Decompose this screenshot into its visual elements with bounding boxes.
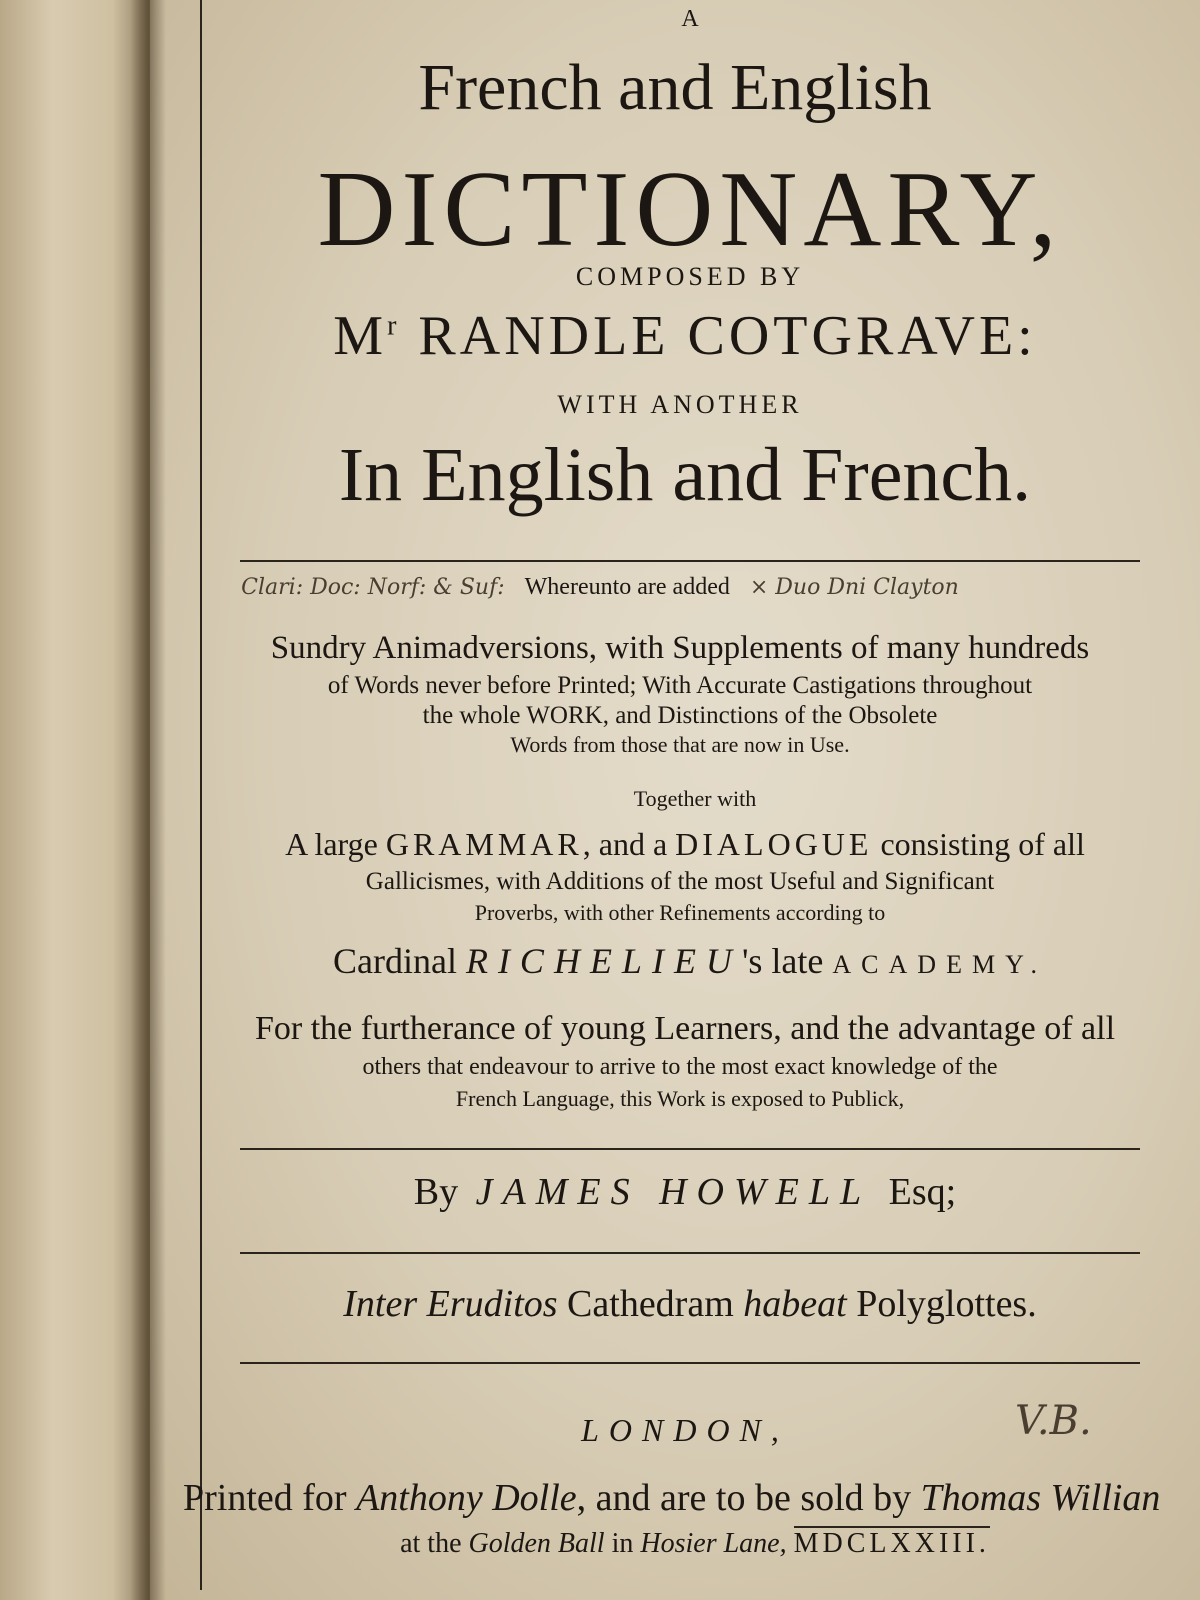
para3-line2: others that endeavour to arrive to the most exact knowledge of the xyxy=(362,1054,998,1080)
imprint-printed-for: Printed for Anthony Dolle, and are to be sold by Thomas Willian xyxy=(183,1477,1161,1519)
imprint-date: MDCLXXIII. xyxy=(793,1528,990,1559)
divider-4 xyxy=(240,1362,1140,1364)
cardinal-richelieu-line: Cardinal RICHELIEU's late ACADEMY. xyxy=(332,941,1048,981)
with-another: WITH ANOTHER xyxy=(557,390,803,419)
divider-3 xyxy=(240,1252,1140,1254)
para1-line3: the whole WORK, and Distinctions of the Obsolete xyxy=(422,702,938,729)
title-article: A xyxy=(681,6,699,32)
para2-line1: A large GRAMMAR, and a DIALOGUE consisting of all xyxy=(285,826,1085,862)
title-dictionary: DICTIONARY, xyxy=(317,150,1063,269)
imprint-address: at the Golden Ball in Hosier Lane, MDCLXXIII. xyxy=(400,1528,990,1559)
para2-line3: Proverbs, with other Refinements according to xyxy=(474,900,886,925)
para1-line1: Sundry Animadversions, with Supplements of many hundreds xyxy=(270,630,1090,666)
para1-line4: Words from those that are now in Use. xyxy=(510,732,850,757)
divider-1 xyxy=(240,560,1140,562)
together-with: Together with xyxy=(633,786,757,811)
latin-motto: Inter Eruditos Cathedram habeat Polyglottes. xyxy=(343,1283,1037,1325)
para3-line1: For the furtherance of young Learners, and the advantage of all xyxy=(254,1010,1116,1047)
whereunto-line: Clari: Doc: Norf: & Suf: Whereunto are added × Duo Dni Clayton xyxy=(241,574,959,600)
by-james-howell: By JAMES HOWELL Esq; xyxy=(413,1171,957,1213)
handwritten-annotation-left: Clari: Doc: Norf: & Suf: xyxy=(241,575,505,600)
author-name: $M^r$ RANDLE COTGRAVE: xyxy=(333,305,1037,367)
handwritten-monogram: V.B. xyxy=(1015,1398,1092,1444)
divider-2 xyxy=(240,1148,1140,1150)
para2-line2: Gallicismes, with Additions of the most Useful and Significant xyxy=(365,868,995,895)
composed-by: COMPOSED BY xyxy=(575,262,805,291)
para1-line2: of Words never before Printed; With Accurate Castigations throughout xyxy=(327,672,1033,699)
title-line-1: French and English xyxy=(418,51,932,124)
handwritten-annotation-right: × Duo Dni Clayton xyxy=(749,575,959,600)
imprint-london: LONDON, xyxy=(581,1412,789,1448)
title-line-3: In English and French. xyxy=(338,433,1032,517)
para3-line3: French Language, this Work is exposed to Publick, xyxy=(455,1086,905,1111)
